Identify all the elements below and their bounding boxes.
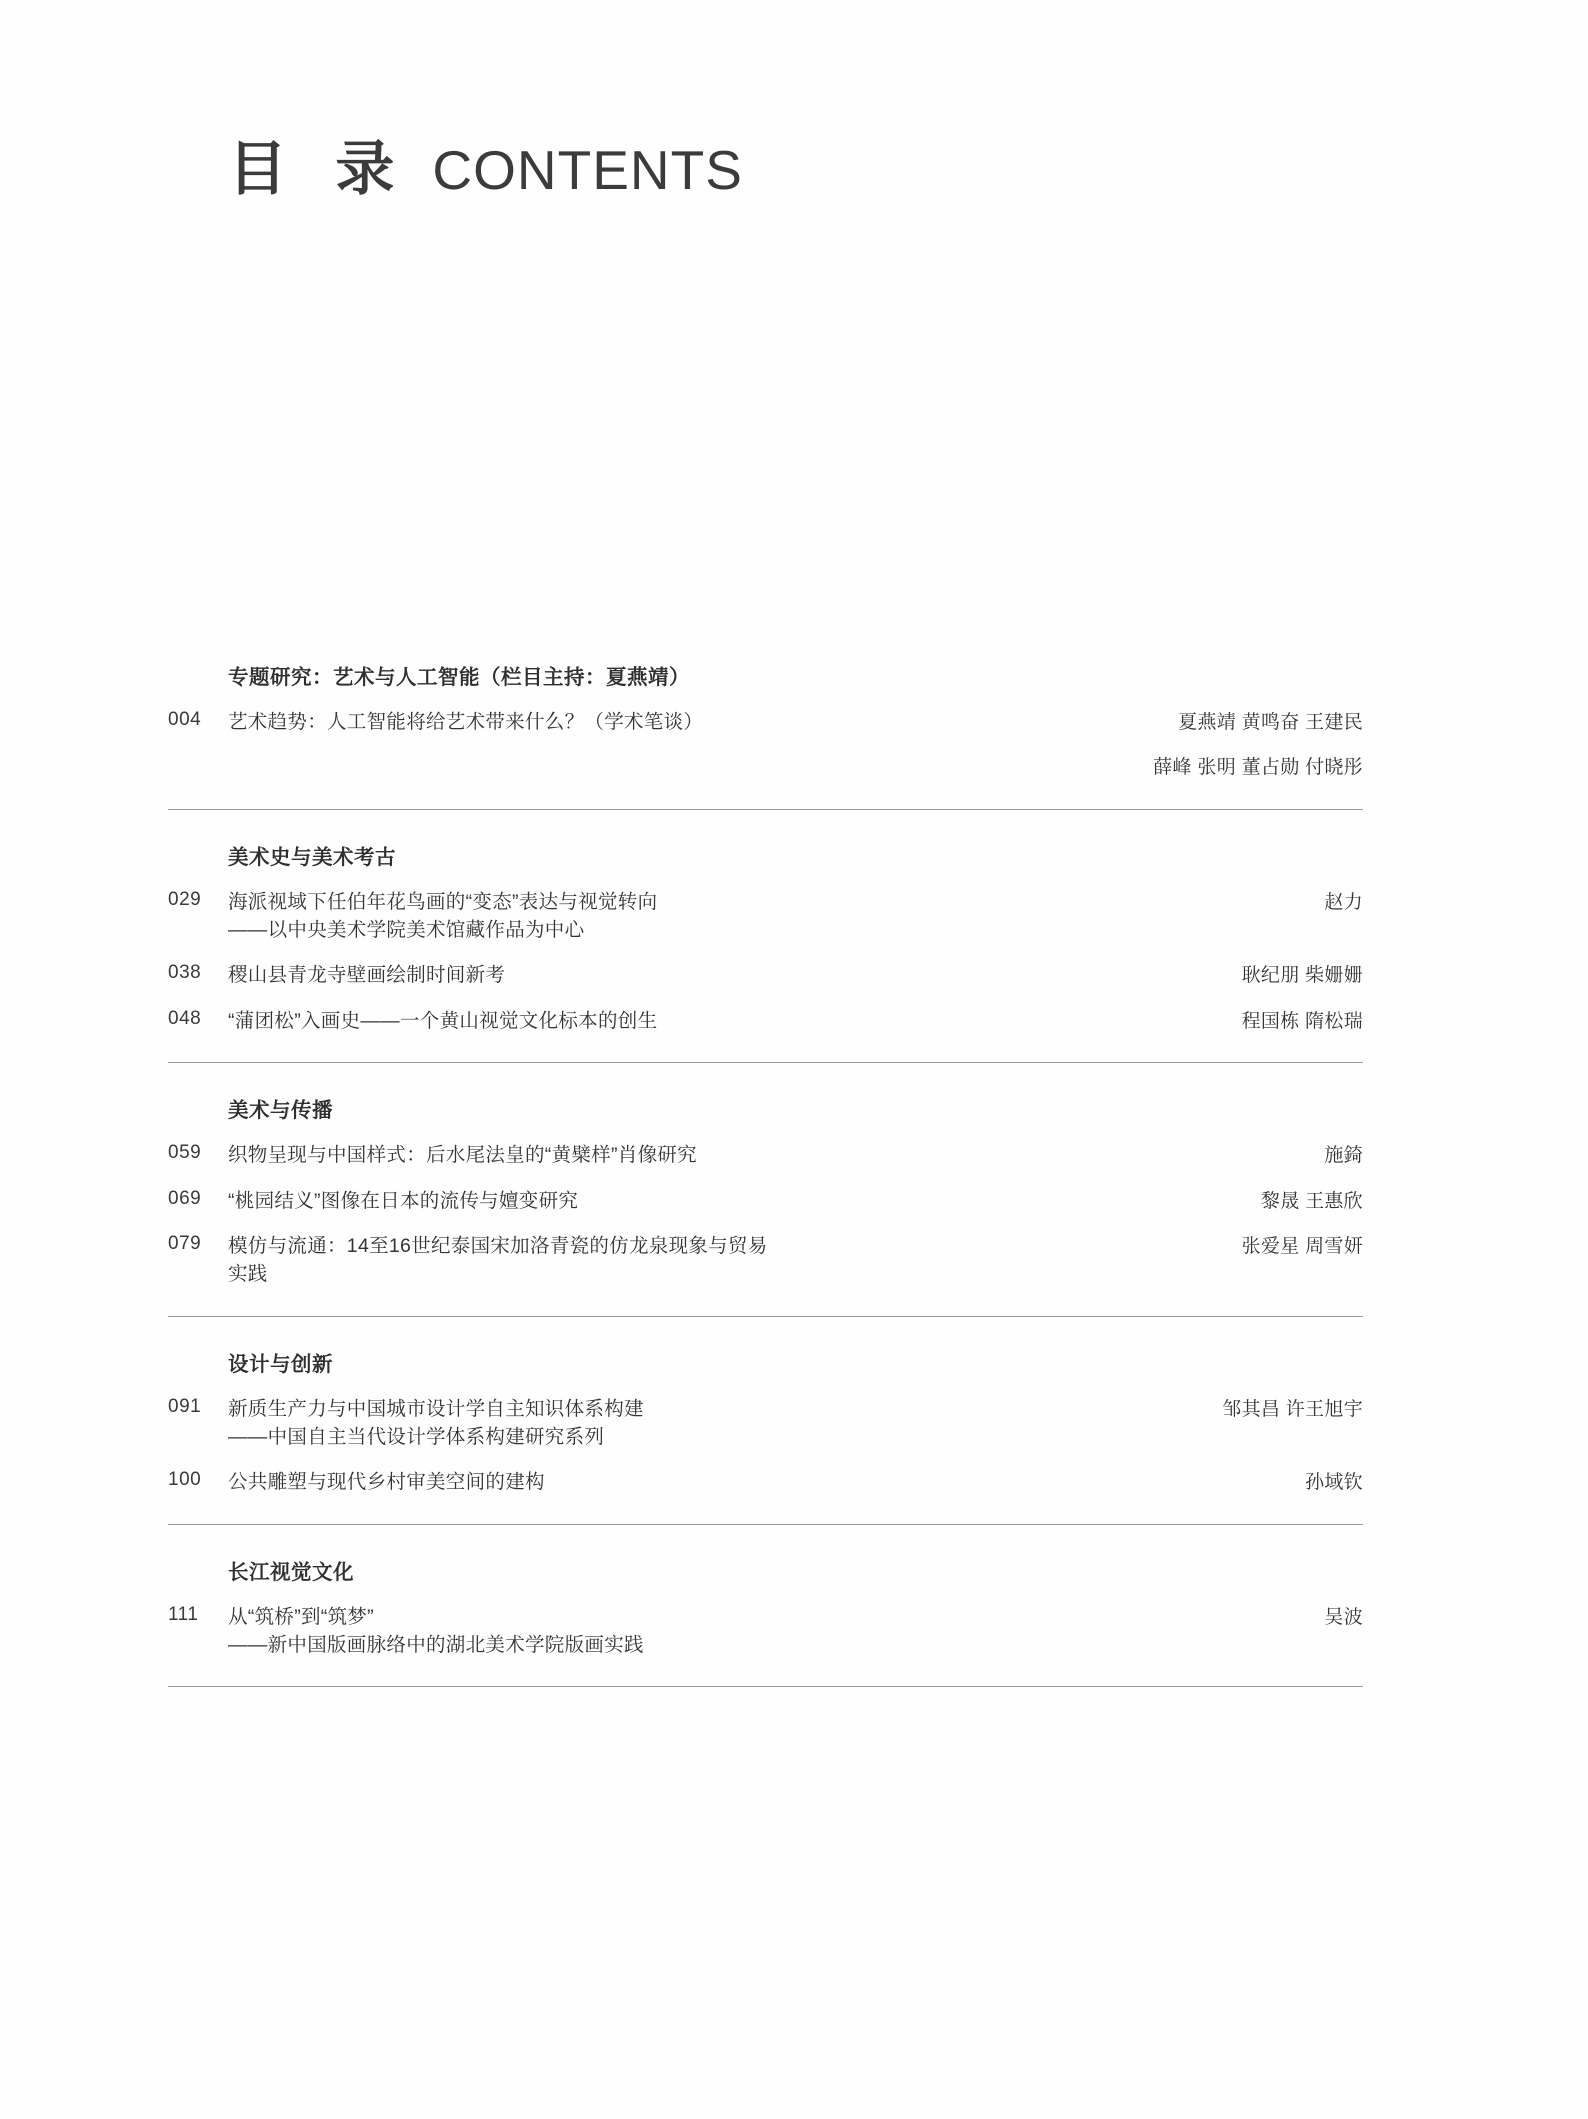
entry-title[interactable]: 织物呈现与中国样式：后水尾法皇的“黄檗样”肖像研究	[228, 1144, 697, 1167]
page-title-en: CONTENTS	[432, 139, 743, 201]
entry-title[interactable]: 海派视域下任伯年花鸟画的“变态”表达与视觉转向	[228, 890, 658, 913]
entry-body	[228, 888, 1363, 946]
entry-title[interactable]: 模仿与流通：14至16世纪泰国宋加洛青瓷的仿龙泉现象与贸易	[228, 1235, 768, 1258]
toc-entry[interactable]	[168, 888, 1363, 946]
entry-authors-line: 吴波	[1324, 1606, 1363, 1628]
entry-page-number: 004	[168, 709, 202, 730]
entry-body	[228, 961, 1363, 990]
entry-authors	[1242, 1232, 1363, 1261]
entry-subtitle: 实践	[228, 1263, 268, 1286]
entry-authors	[1305, 1468, 1363, 1497]
section-heading: 设计与创新	[228, 1352, 333, 1376]
entry-body	[228, 1395, 1363, 1453]
entry-titles	[228, 1395, 1198, 1453]
entry-authors	[1222, 1395, 1363, 1424]
entry-body	[228, 1468, 1363, 1497]
section-heading: 专题研究：艺术与人工智能（栏目主持：夏燕靖）	[228, 666, 690, 689]
toc-entry[interactable]	[168, 1141, 1363, 1170]
page-title-cn: 目 录	[228, 136, 411, 202]
section-divider	[168, 1686, 1363, 1687]
entry-body	[228, 1187, 1363, 1216]
entry-page-number: 048	[168, 1007, 202, 1029]
entry-page-number: 059	[168, 1142, 202, 1164]
entry-body	[228, 1232, 1363, 1290]
entry-authors	[1242, 961, 1363, 990]
section-heading: 美术与传播	[228, 1099, 333, 1123]
entry-titles	[228, 1141, 1300, 1169]
entry-body	[228, 1007, 1363, 1036]
entry-title[interactable]: 稷山县青龙寺壁画绘制时间新考	[228, 964, 506, 987]
entry-titles	[228, 961, 1218, 989]
toc-section	[168, 660, 1363, 783]
entry-titles	[228, 1468, 1281, 1496]
entry-page-number: 079	[168, 1233, 202, 1255]
entry-authors-line: 邹其昌 许王旭宇	[1222, 1398, 1363, 1420]
toc-section	[168, 1347, 1363, 1498]
entry-titles	[228, 1007, 1218, 1035]
entry-page-number: 038	[168, 962, 202, 984]
toc-entry[interactable]	[168, 1603, 1363, 1661]
entry-subtitle: ——新中国版画脉络中的湖北美术学院版画实践	[228, 1633, 644, 1656]
entry-authors-line: 孙域钦	[1305, 1472, 1363, 1494]
toc-section	[168, 1093, 1363, 1289]
entry-page-number: 029	[168, 888, 202, 910]
entry-titles	[228, 888, 1300, 946]
entry-title[interactable]: 新质生产力与中国城市设计学自主知识体系构建	[228, 1397, 644, 1420]
entry-authors-line: 黎晟 王惠欣	[1260, 1190, 1363, 1212]
entry-page-number: 100	[168, 1469, 202, 1491]
entry-authors	[1242, 1007, 1363, 1036]
entry-authors-line: 施錡	[1324, 1145, 1363, 1167]
entry-titles	[228, 1187, 1237, 1215]
section-heading: 美术史与美术考古	[228, 845, 396, 869]
entry-title[interactable]: 艺术趋势：人工智能将给艺术带来什么？（学术笔谈）	[228, 711, 704, 733]
entry-title[interactable]: 公共雕塑与现代乡村审美空间的建构	[228, 1471, 545, 1494]
entry-authors-line: 张爱星 周雪妍	[1241, 1236, 1363, 1258]
section-divider	[168, 1062, 1363, 1063]
entry-body	[228, 708, 1363, 783]
toc-entry[interactable]	[168, 1468, 1363, 1497]
toc-section	[168, 840, 1363, 1036]
table-of-contents	[168, 660, 1363, 1687]
toc-entry[interactable]	[168, 708, 1363, 783]
entry-authors-line: 薛峰 张明 董占勋 付晓彤	[1153, 757, 1363, 779]
toc-entry[interactable]	[168, 1232, 1363, 1290]
section-heading: 长江视觉文化	[228, 1560, 354, 1584]
entry-authors-line: 程国栋 隋松瑞	[1241, 1010, 1363, 1032]
toc-entry[interactable]	[168, 1187, 1363, 1216]
entry-title[interactable]: “蒲团松”入画史——一个黄山视觉文化标本的创生	[228, 1009, 658, 1032]
toc-entry[interactable]	[168, 961, 1363, 990]
entry-subtitle: ——以中央美术学院美术馆藏作品为中心	[228, 919, 585, 942]
entry-titles	[228, 1232, 1218, 1290]
entry-authors	[1324, 1141, 1363, 1170]
section-divider	[168, 1316, 1363, 1317]
entry-authors	[1153, 708, 1363, 783]
entry-page-number: 111	[168, 1603, 199, 1625]
entry-body	[228, 1603, 1363, 1661]
entry-authors-line: 夏燕靖 黄鸣奋 王建民	[1178, 712, 1363, 733]
entry-authors-line: 耿纪朋 柴姗姗	[1241, 965, 1363, 987]
entry-body	[228, 1141, 1363, 1170]
section-divider	[168, 1524, 1363, 1525]
toc-entry[interactable]	[168, 1395, 1363, 1453]
entry-titles	[228, 1603, 1300, 1661]
entry-authors	[1261, 1187, 1363, 1216]
entry-page-number: 091	[168, 1395, 202, 1417]
entry-title[interactable]: 从“筑桥”到“筑梦”	[228, 1605, 374, 1628]
entry-subtitle: ——中国自主当代设计学体系构建研究系列	[228, 1425, 605, 1448]
toc-section	[168, 1555, 1363, 1661]
toc-entry[interactable]	[168, 1007, 1363, 1036]
entry-authors	[1324, 888, 1363, 917]
entry-page-number: 069	[168, 1187, 202, 1209]
page-title	[228, 136, 743, 202]
entry-titles	[228, 708, 1129, 736]
section-divider	[168, 809, 1363, 810]
entry-authors	[1324, 1603, 1363, 1632]
entry-title[interactable]: “桃园结义”图像在日本的流传与嬗变研究	[228, 1189, 579, 1212]
entry-authors-line: 赵力	[1324, 891, 1363, 913]
